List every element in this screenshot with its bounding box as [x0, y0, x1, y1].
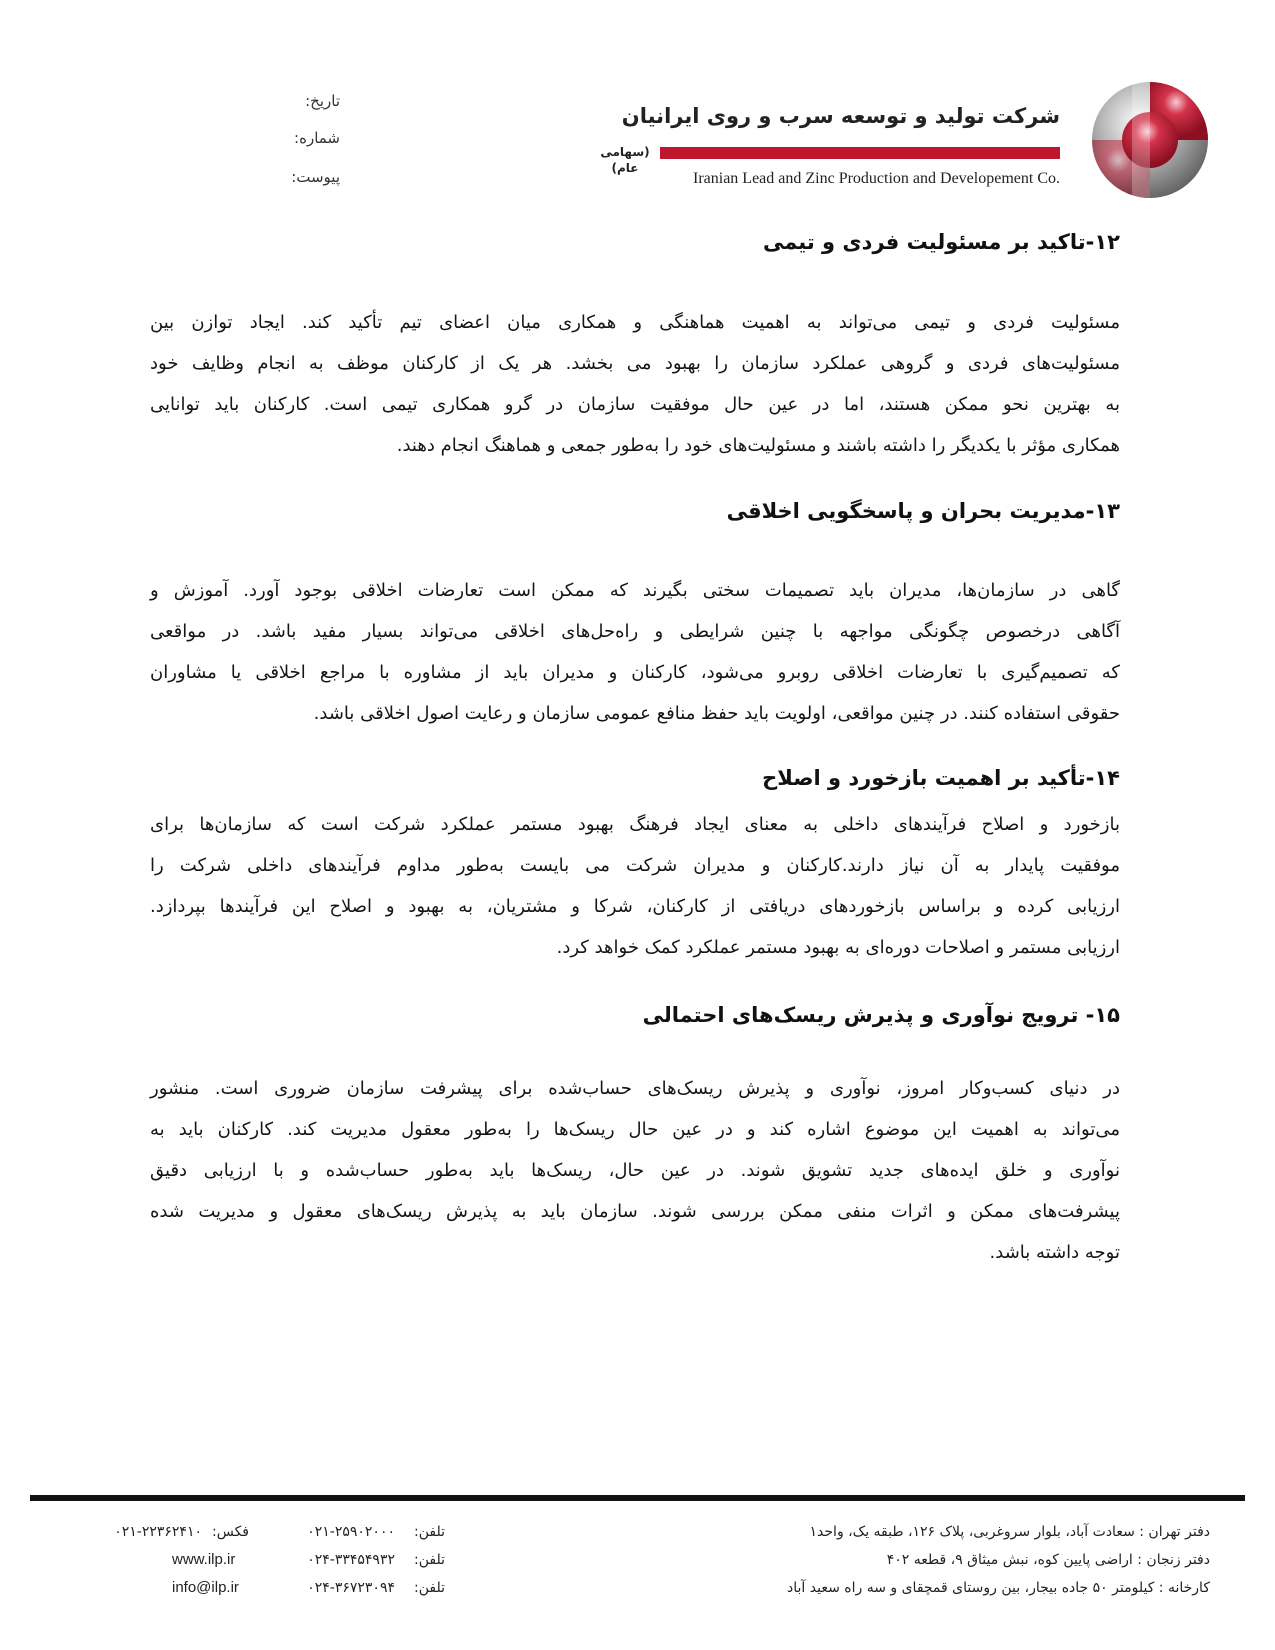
paragraph-line: گاهی در سازمان‌ها، مدیران باید تصمیمات سختی بگیرند که ممکن است تعارضات اخلاقی بوجود آورد. آموزش و: [150, 580, 1120, 601]
paragraph-line: نوآوری و خلق ایده‌های جدید تشویق شوند. در عین حال، ریسک‌ها باید به‌طور حساب‌شده و با ارزیابی دقیق: [150, 1160, 1120, 1181]
company-type: (سهامی عام): [590, 144, 660, 160]
section-heading: ۱۴-تأکید بر اهمیت بازخورد و اصلاح: [762, 766, 1120, 790]
paragraph-line: ارزیابی مستمر و اصلاحات دوره‌ای به بهبود مستمر عملکرد کمک خواهد کرد.: [556, 937, 1120, 958]
paragraph-line: آگاهی درخصوص چگونگی مواجهه با چنین شرایطی و راه‌حل‌های اخلاقی می‌تواند بسیار مفید باشد. در مواقعی: [150, 621, 1120, 642]
paragraph-line: پیشرفت‌های ممکن و اثرات منفی ممکن بررسی شوند. سازمان باید به پذیرش ریسک‌های معقول و مدیریت شده: [150, 1201, 1120, 1222]
address-factory: کارخانه : کیلومتر ۵۰ جاده بیجار، بین روستای قمچقای و سه راه سعید آباد: [787, 1580, 1210, 1596]
phone-label: تلفن:: [414, 1524, 445, 1540]
section-paragraph: [150, 570, 1120, 734]
section-heading: ۱۳-مدیریت بحران و پاسخگویی اخلاقی: [726, 499, 1120, 523]
paragraph-line: بازخورد و اصلاح فرآیندهای داخلی به معنای ایجاد فرهنگ بهبود مستمر عملکرد شرکت است که سازمان‌ها برای: [150, 814, 1120, 835]
section-paragraph: [150, 302, 1120, 466]
address-tehran: دفتر تهران : سعادت آباد، بلوار سروغربی، پلاک ۱۲۶، طبقه یک، واحد۱: [809, 1524, 1210, 1540]
address-zanjan: دفتر زنجان : اراضی پایین کوه، نبش میثاق ۹، قطعه ۴۰۲: [886, 1552, 1210, 1568]
email-link[interactable]: info@ilp.ir: [172, 1579, 239, 1596]
section-heading: ۱۲-تاکید بر مسئولیت فردی و تیمی: [762, 230, 1120, 254]
paragraph-line: همکاری مؤثر با یکدیگر را داشته باشند و مسئولیت‌های خود را به‌طور جمعی و هماهنگ انجام دهند.: [396, 435, 1120, 456]
phone-value[interactable]: ۰۲۴-۳۶۷۲۳۰۹۴: [307, 1580, 395, 1596]
phone-label: تلفن:: [414, 1552, 445, 1568]
phone-value[interactable]: ۰۲۱-۲۵۹۰۲۰۰۰: [307, 1524, 395, 1540]
number-label: شماره:: [294, 129, 340, 147]
brand-bar: [590, 147, 1060, 159]
website-link[interactable]: www.ilp.ir: [172, 1551, 236, 1568]
paragraph-line: مسئولیت‌های فردی و گروهی عملکرد سازمان را بهبود می بخشد. هر یک از کارکنان موظف به انجام وظایف خود: [150, 353, 1120, 374]
paragraph-line: توجه داشته باشد.: [989, 1242, 1120, 1263]
paragraph-line: در دنیای کسب‌وکار امروز، نوآوری و پذیرش ریسک‌های حساب‌شده برای پیشرفت سازمان ضروری است. منشور: [150, 1078, 1120, 1099]
company-name-en: Iranian Lead and Zinc Production and Developement Co.: [693, 170, 1060, 187]
section-heading: ۱۵- ترویج نوآوری و پذیرش ریسک‌های احتمالی: [642, 1003, 1120, 1027]
fax-value[interactable]: ۰۲۱-۲۲۳۶۲۴۱۰: [114, 1524, 202, 1540]
paragraph-line: به بهترین نحو ممکن هستند، اما در عین حال موفقیت سازمان در گرو همکاری تیمی است. کارکنان باید توانایی: [150, 394, 1120, 415]
fax-label: فکس:: [212, 1524, 249, 1540]
paragraph-line: مسئولیت فردی و تیمی می‌تواند به اهمیت هماهنگی و همکاری میان اعضای تیم تأکید کند. ایجاد توازن بین: [150, 312, 1120, 333]
paragraph-line: موفقیت پایدار به آن نیاز دارند.کارکنان و مدیران شرکت می بایست به‌طور مداوم فرآیندهای داخلی شرکت را: [150, 855, 1120, 876]
company-logo: [1082, 82, 1212, 202]
section-paragraph: [150, 1068, 1120, 1273]
phone-label: تلفن:: [414, 1580, 445, 1596]
paragraph-line: که تصمیم‌گیری با تعارضات اخلاقی روبرو می‌شود، کارکنان و مدیران باید از مشاوره با مراجع اخلاقی یا مشاوران: [150, 662, 1120, 683]
company-name-fa: شرکت تولید و توسعه سرب و روی ایرانیان: [621, 104, 1060, 128]
date-label: تاریخ:: [305, 92, 340, 110]
paragraph-line: ارزیابی کرده و براساس بازخوردهای دریافتی از کارکنان، شرکا و مشتریان، به بهبود و اصلاح این فرآیندها بپردازد.: [150, 896, 1120, 917]
paragraph-line: می‌تواند به اهمیت این موضوع اشاره کند و در عین حال ریسک‌ها را به‌طور معقول مدیریت کند. کارکنان باید به: [150, 1119, 1120, 1140]
section-paragraph: [150, 804, 1120, 968]
phone-value[interactable]: ۰۲۴-۳۳۴۵۴۹۳۲: [307, 1552, 395, 1568]
attachment-label: پیوست:: [291, 168, 340, 186]
footer-divider: [30, 1495, 1245, 1501]
paragraph-line: حقوقی استفاده کنند. در چنین مواقعی، اولویت باید حفظ منافع عمومی سازمان و رعایت اصول اخلاقی باشد.: [313, 703, 1120, 724]
